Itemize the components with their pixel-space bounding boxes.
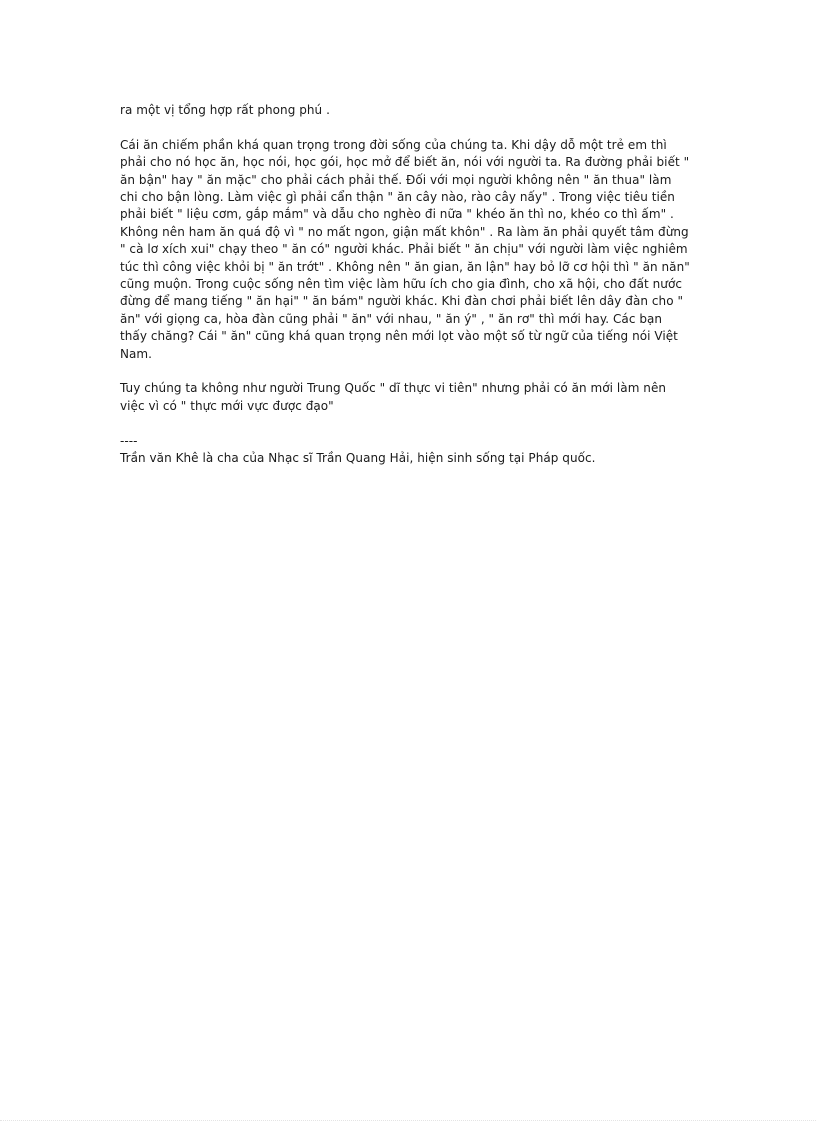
document-body xyxy=(120,102,692,467)
paragraph-conclusion: Tuy chúng ta không như người Trung Quốc " dĩ thực vi tiên" nhưng phải có ăn mới làm nên việc vì có " thực mới vực được đạo" xyxy=(120,381,667,413)
paragraph-intro: ra một vị tổng hợp rất phong phú . xyxy=(120,103,330,117)
paragraph-main: Cái ăn chiếm phần khá quan trọng trong đời sống của chúng ta. Khi dậy dỗ một trẻ em thì phải cho nó học ăn, học nói, học gói, học mở để biết ăn, nói với người ta. Ra đường phải biết " ăn bận" hay " ăn mặc" cho phải cách phải thế. Đối với mọi người không nên " ăn thua" làm chi cho bận lòng. Làm việc gì phải cẩn thận " ăn cây nào, rào cây nấy" . Trong việc tiêu tiền phải biết " liệu cơm, gắp mắm" và dẫu cho nghèo đi nữa " khéo ăn thì no, khéo co thì ấm" . Không nên ham ăn quá độ vì " no mất ngon, giận mất khôn" . Ra làm ăn phải quyết tâm đừng " cà lơ xích xui" chạy theo " ăn có" người khác. Phải biết " ăn chịu" với người làm việc nghiêm túc thì công việc khỏi bị " ăn trớt" . Không nên " ăn gian, ăn lận" hay bỏ lỡ cơ hội thì " ăn năn" cũng muộn. Trong cuộc sống nên tìm việc làm hữu ích cho gia đình, cho xã hội, cho đất nước đừng để mang tiếng " ăn hại" " ăn bám" người khác. Khi đàn chơi phải biết lên dây đàn cho " ăn" với giọng ca, hòa đàn cũng phải " ăn" với nhau, " ăn ý" , " ăn rơ" thì mới hay. Các bạn thấy chăng? Cái " ăn" cũng khá quan trọng nên mới lọt vào một số từ ngữ của tiếng nói Việt Nam. xyxy=(120,137,690,361)
page-bottom-edge xyxy=(0,1120,816,1121)
footnote-text: Trần văn Khê là cha của Nhạc sĩ Trần Quang Hải, hiện sinh sống tại Pháp quốc. xyxy=(120,451,596,466)
footnote-divider: ---- xyxy=(120,433,138,448)
